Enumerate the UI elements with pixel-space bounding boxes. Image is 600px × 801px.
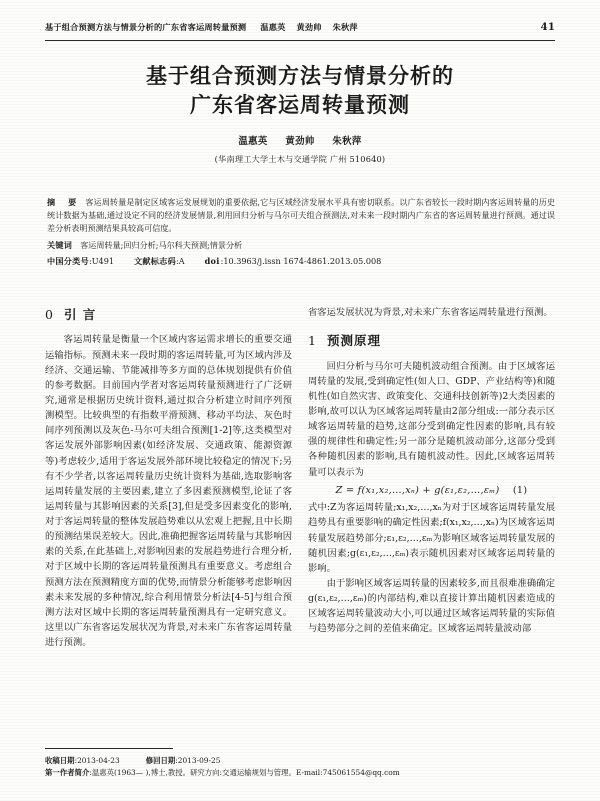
received-date: 收稿日期:2013-04-23 bbox=[45, 756, 120, 765]
equation-tag: (1) bbox=[512, 484, 528, 496]
author-name: 朱秋萍 bbox=[332, 135, 362, 147]
paragraph: 式中:Z为客运周转量;x₁,x₂,…,xₙ为对于区域客运周转量发展趋势具有重要影响的确定性因素;f(x₁,x₂,…,xₙ)为区域客运周转量发展趋势部分;ε₁,ε₂,…,εₘ为影响区域客运周转量发展的随机因素;g(ε₁,ε₂,…,εₘ)表示随机因素对区域客运周转量的影响。 bbox=[308, 502, 555, 574]
doc-code-label: 文献标志码 bbox=[134, 256, 176, 267]
title-line-2: 广东省客运周转量预测 bbox=[190, 91, 410, 117]
equation-term-1: f(x₁,x₂,…,xₙ) bbox=[357, 484, 420, 496]
author-name: 黄劲帅 bbox=[285, 135, 315, 147]
column-right bbox=[308, 305, 555, 745]
doi-segment: doi:10.3963/j.issn 1674-4861.2013.05.008 bbox=[204, 256, 382, 267]
section-number: 1 bbox=[308, 333, 317, 349]
equation-lhs: Z bbox=[335, 484, 343, 496]
revised-date: 修回日期:2013-09-25 bbox=[145, 756, 221, 765]
equation-operator: = bbox=[345, 484, 355, 496]
running-head bbox=[45, 22, 555, 38]
doc-code-value: A bbox=[178, 256, 185, 267]
received-label: 收稿日期 bbox=[45, 756, 75, 765]
affiliation: (华南理工大学土木与交通学院 广州 510640) bbox=[214, 153, 386, 164]
keywords-label: 关键词 bbox=[47, 239, 73, 250]
running-head-title: 基于组合预测方法与情景分析的广东省客运周转量预测 bbox=[45, 22, 247, 32]
bio-value: 温惠英(1963— ),博士,教授。研究方向:交通运输规划与管理。E-mail:745061554@qq.com bbox=[91, 768, 400, 778]
abstract-label: 摘 要 bbox=[47, 197, 82, 207]
clc-value: U491 bbox=[91, 256, 114, 267]
running-head-authors bbox=[260, 22, 358, 33]
abstract-block bbox=[47, 196, 555, 269]
section-heading-1 bbox=[308, 331, 555, 351]
section-heading-0 bbox=[45, 305, 292, 325]
classification-line bbox=[47, 255, 555, 268]
equation-1 bbox=[308, 483, 555, 499]
keywords-line bbox=[47, 239, 555, 252]
page-number: 41 bbox=[540, 22, 555, 33]
abstract-text: 客运周转量是制定区域客运发展规划的重要依据,它与区域经济发展水平具有密切联系。以广东省较长一段时期内客运周转量的历史统计数据为基础,通过设定不同的经济发展情景,利用回归分析与马尔可夫组合预测法,对未来一段时期内广东省的客运周转量进行预测。通过误差分析表明预测结果具较高可信度。 bbox=[47, 197, 555, 234]
section-number: 0 bbox=[45, 307, 54, 322]
paragraph-continued: 省客运发展状况为背景,对未来广东省客运周转量进行预测。 bbox=[308, 307, 553, 318]
page-title bbox=[45, 62, 555, 120]
paragraph: 客运周转量是衡量一个区域内客运需求增长的重要交通运输指标。预测未来一段时期的客运周转量,可为区域内涉及经济、交通运输、节能减排等多方面的总体规划提供有价值的参考数据。目前国内学者对客运周转量预测进行了广泛研究,通常是根据历史统计资料,通过拟合分析建立时间序列预测模型。比较典型的有指数平滑预测、移动平均法、灰色时间序列预测以及灰色-马尔可夫组合预测[1-2]等,这类模型对客运发展外部影响因素(如经济发展、交通政策、能源资源等)考虑较少,适用于客运发展外部环境比较稳定的情况下;另有不少学者,以客运周转量历史统计资料为基础,选取影响客运周转量发展的主要因素,建立了多因素预测模型,论证了客运周转量与其影响因素的关系[3],但是受多因素变化的影响,对于客运周转量的整体发展趋势难以从宏观上把握,且中长期的预测结果误差较大。因此,准确把握客运周转量与其影响因素的关系,在此基础上,对影响因素的发展趋势进行合理分析,对于区域中长期的客运周转量预测具有重要意义。考虑组合预测方法在预测精度方面的优势,而情景分析能够考虑影响因素未来发展的多种情况,综合利用情景分析法[4-5]与组合预测方法对区域中长期的客运周转量预测具有一定研究意义。这里以广东省客运发展状况为背景,对未来广东省客运周转量进行预测。 bbox=[45, 334, 292, 649]
running-head-author: 温惠英 bbox=[260, 22, 286, 32]
abstract-paragraph bbox=[47, 196, 555, 235]
doi-label: doi bbox=[204, 256, 220, 267]
clc-segment: 中国分类号:U491 bbox=[47, 256, 114, 267]
body-columns bbox=[45, 305, 555, 745]
equation-plus: + bbox=[422, 484, 431, 496]
title-line-1: 基于组合预测方法与情景分析的 bbox=[146, 63, 454, 88]
bio-label: 第一作者简介 bbox=[45, 768, 90, 778]
revised-value: 2013-09-25 bbox=[177, 756, 221, 765]
footnotes bbox=[45, 755, 555, 779]
footnote-bio: 第一作者简介 : 温惠英(1963— ),博士,教授。研究方向:交通运输规划与管理。E-mail:745061554@qq.com bbox=[45, 767, 555, 779]
header-rule bbox=[45, 40, 555, 41]
title-block bbox=[45, 62, 555, 165]
clc-label: 中国分类号 bbox=[47, 256, 89, 267]
spacer bbox=[120, 755, 146, 767]
revised-label: 修回日期 bbox=[145, 756, 176, 765]
footnote-rule bbox=[45, 748, 173, 749]
paragraph: 由于影响区域客运周转量的因素较多,而且很难准确确定g(ε₁,ε₂,…,εₘ)的内部结构,难以直接计算出随机因素造成的区域客运周转量波动大小,可以通过区域客运周转量的实际值与趋势部分之间的差值来确定。区域客运周转量波动部 bbox=[308, 577, 555, 635]
doc-code-segment: 文献标志码:A bbox=[134, 256, 185, 267]
section-title: 预测原理 bbox=[326, 333, 381, 349]
footnote-dates bbox=[45, 755, 555, 767]
doi-value: 10.3963/j.issn 1674-4861.2013.05.008 bbox=[223, 256, 382, 267]
author-name: 温惠英 bbox=[238, 135, 268, 147]
running-head-author: 朱秋萍 bbox=[332, 22, 358, 32]
equation-term-2: g(ε₁,ε₂,…,εₘ) bbox=[434, 484, 500, 496]
author-list bbox=[45, 133, 555, 147]
section-title: 引 言 bbox=[63, 307, 97, 322]
keywords-text: 客运周转量;回归分析;马尔科夫预测;情景分析 bbox=[80, 239, 243, 250]
received-value: 2013-04-23 bbox=[77, 756, 120, 765]
column-left bbox=[45, 305, 292, 745]
paragraph: 回归分析与马尔可夫随机波动组合预测。由于区域客运周转量的发展,受到确定性(如人口、GDP、产业结构等)和随机性(如自然灾害、政策变化、交通科技创新等)2大类因素的影响,故可以认为区域客运周转量由2部分组成:一部分表示区域客运周转量的趋势,这部分受到确定性因素的影响,具有较强的规律性和确定性;另一部分是随机波动部分,这部分受到各种随机因素的影响,具有随机波动性。因此,区域客运周转量可以表示为 bbox=[308, 360, 555, 478]
running-head-author: 黄劲帅 bbox=[296, 22, 322, 32]
